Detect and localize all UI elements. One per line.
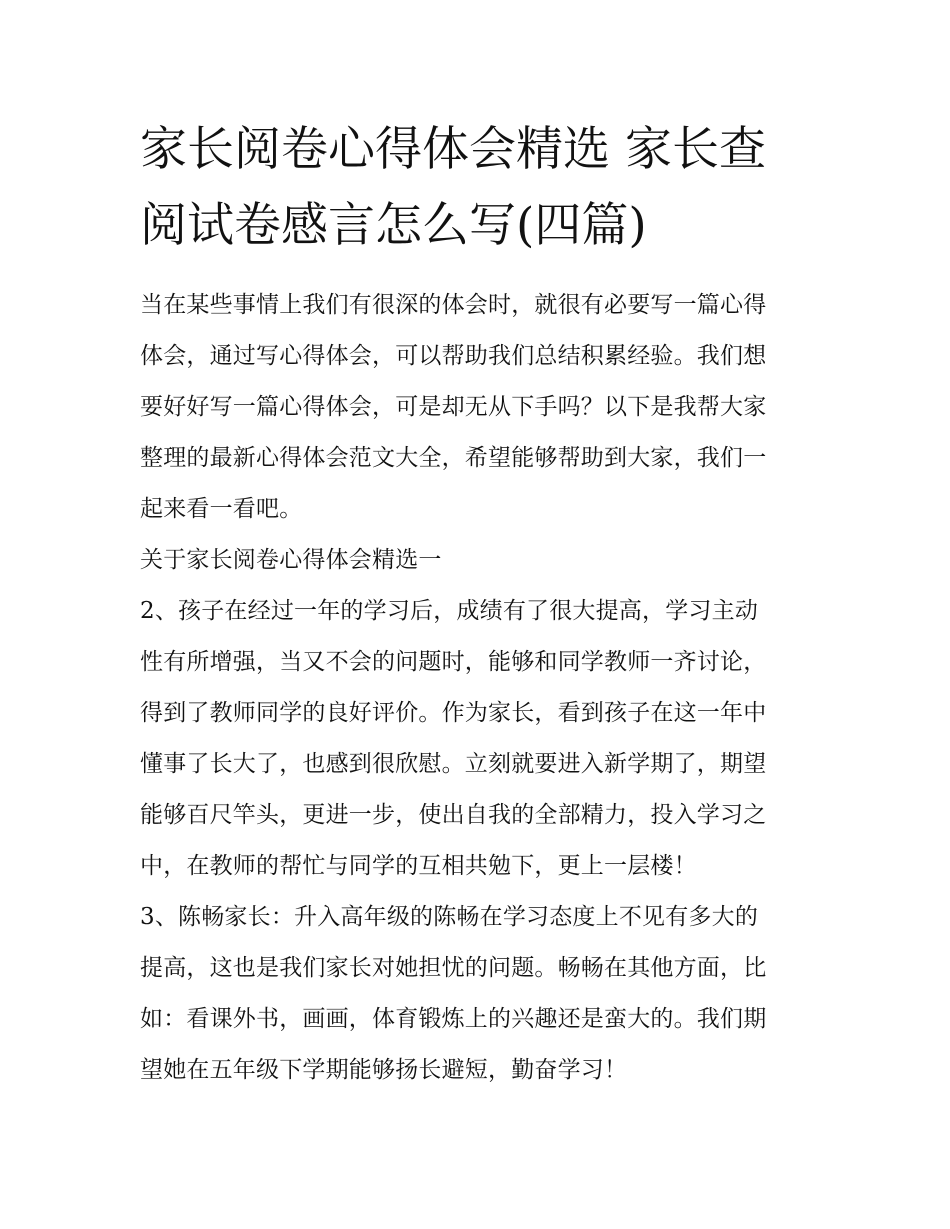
item-2-line: 性有所增强，当又不会的问题时，能够和同学教师一齐讨论，	[140, 649, 767, 675]
section-heading: 关于家长阅卷心得体会精选一	[140, 547, 442, 573]
item-2-line: 2、孩子在经过一年的学习后，成绩有了很大提高，学习主动	[140, 598, 759, 624]
item-2-line: 中，在教师的帮忙与同学的互相共勉下，更上一层楼！	[140, 853, 697, 879]
item-2-line: 懂事了长大了，也感到很欣慰。立刻就要进入新学期了，期望	[140, 751, 767, 777]
item-3-line: 如：看课外书，画画，体育锻炼上的兴趣还是蛮大的。我们期	[140, 1006, 767, 1032]
item-3-line: 望她在五年级下学期能够扬长避短，勤奋学习！	[140, 1057, 628, 1083]
title-line: 家长阅卷心得体会精选 家长查	[140, 122, 766, 177]
item-2-line: 能够百尺竿头，更进一步，使出自我的全部精力，投入学习之	[140, 802, 767, 828]
document-body	[140, 280, 820, 1096]
intro-paragraph-line: 起来看一看吧。	[140, 496, 303, 522]
document-title	[140, 112, 820, 264]
intro-paragraph-line: 要好好写一篇心得体会，可是却无从下手吗？以下是我帮大家	[140, 394, 767, 420]
intro-paragraph-line: 体会，通过写心得体会，可以帮助我们总结积累经验。我们想	[140, 343, 767, 369]
intro-paragraph-line: 当在某些事情上我们有很深的体会时，就很有必要写一篇心得	[140, 292, 767, 318]
title-line: 阅试卷感言怎么写(四篇)	[140, 198, 647, 253]
intro-paragraph-line: 整理的最新心得体会范文大全，希望能够帮助到大家，我们一	[140, 445, 767, 471]
item-2-line: 得到了教师同学的良好评价。作为家长，看到孩子在这一年中	[140, 700, 767, 726]
item-3-line: 3、陈畅家长：升入高年级的陈畅在学习态度上不见有多大的	[140, 904, 759, 930]
item-3-line: 提高，这也是我们家长对她担忧的问题。畅畅在其他方面，比	[140, 955, 767, 981]
